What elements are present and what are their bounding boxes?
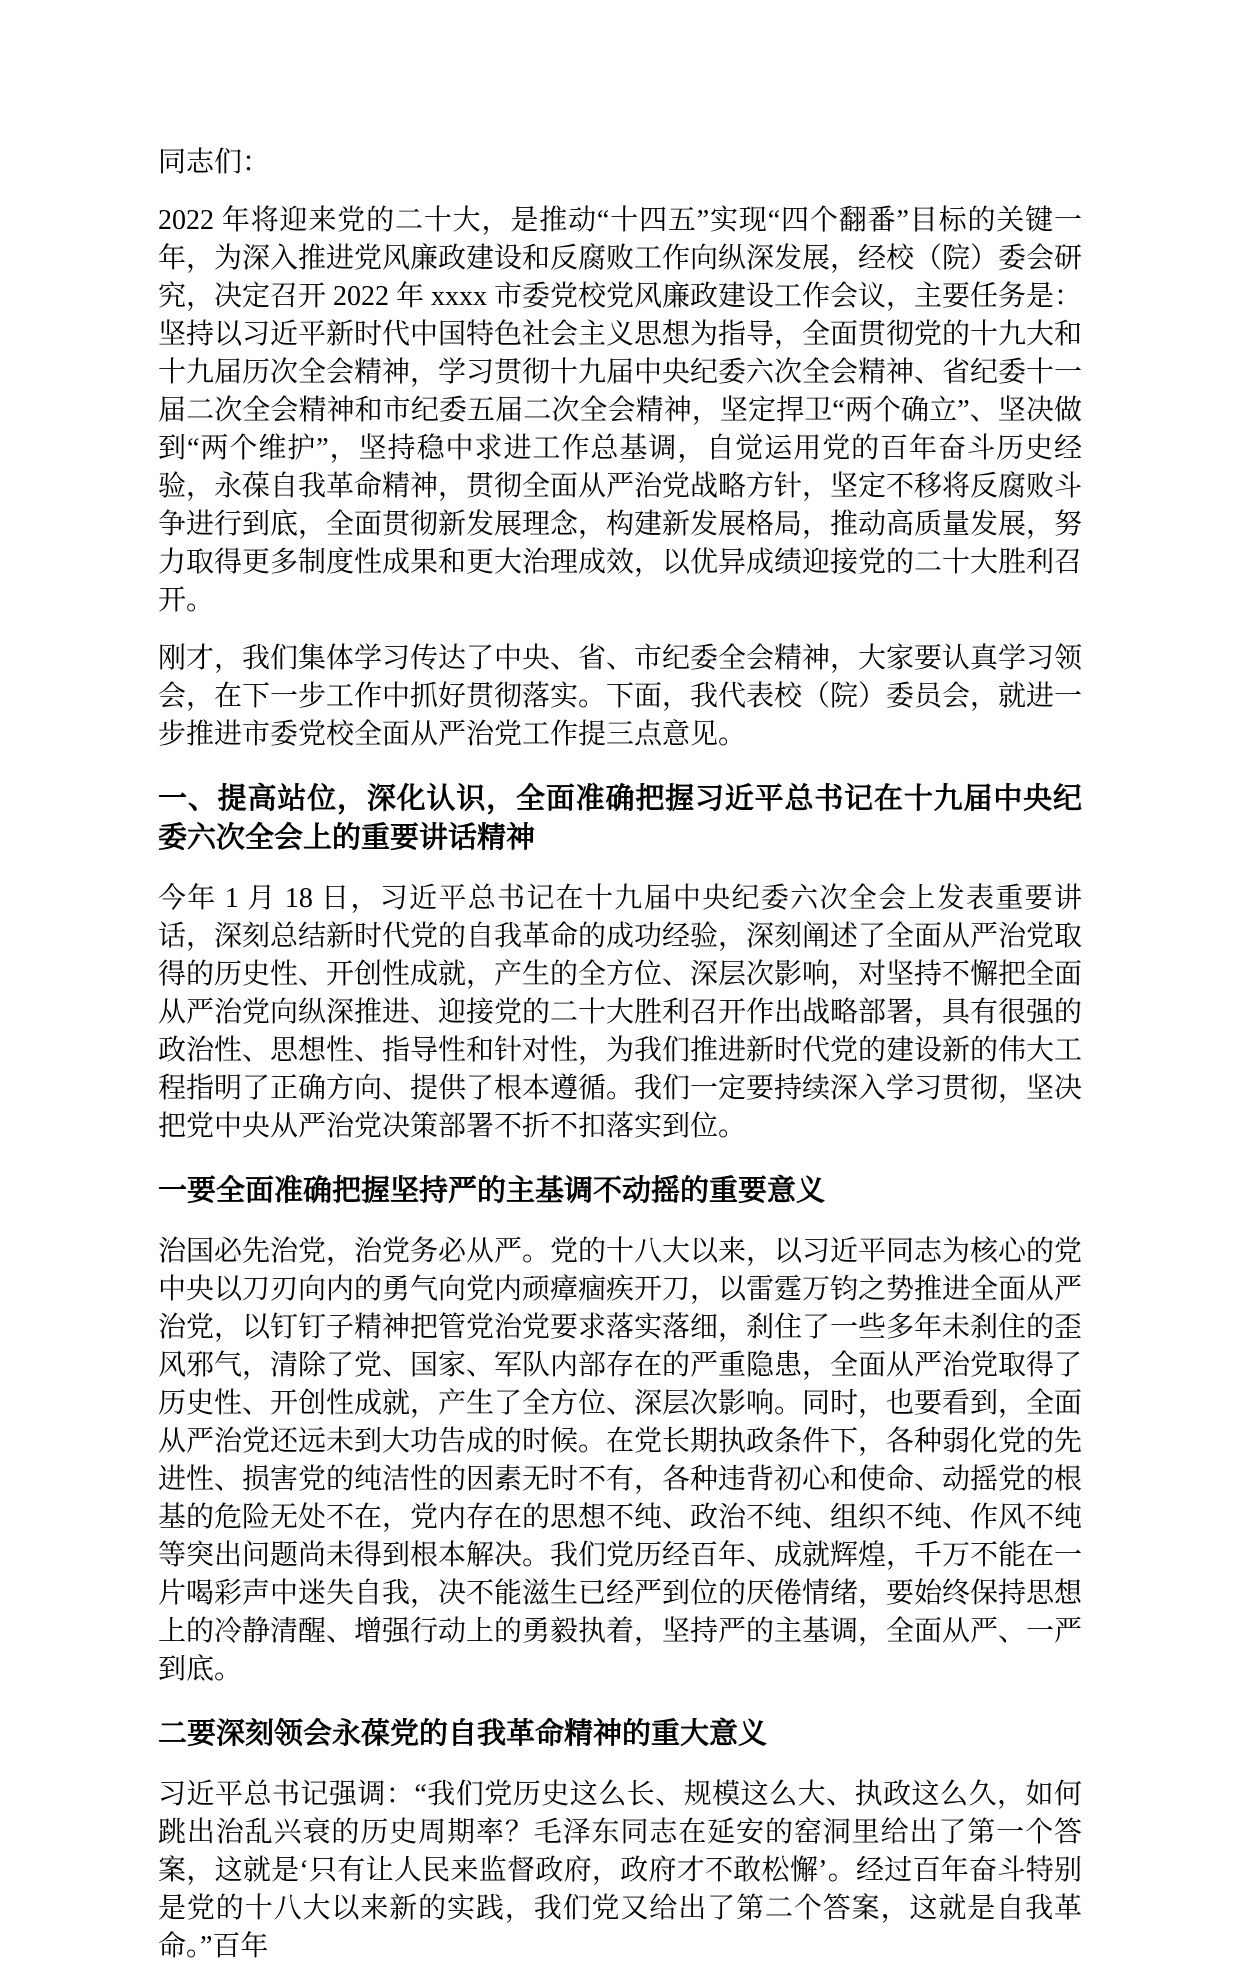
paragraph-strict-governance: 治国必先治党，治党务必从严。党的十八大以来，以习近平同志为核心的党中央以刀刃向内的勇气向党内顽瘴痼疾开刀，以雷霆万钧之势推进全面从严治党，以钉钉子精神把管党治党要求落实落细，刹住了一些多年未刹住的歪风邪气，清除了党、国家、军队内部存在的严重隐患，全面从严治党取得了历史性、开创性成就，产生了全方位、深层次影响。同时，也要看到，全面从严治党还远未到大功告成的时候。在党长期执政条件下，各种弱化党的先进性、损害党的纯洁性的因素无时不有，各种违背初心和使命、动摇党的根基的危险无处不在，党内存在的思想不纯、政治不纯、组织不纯、作风不纯等突出问题尚未得到根本解决。我们党历经百年、成就辉煌，千万不能在一片喝彩声中迷失自我，决不能滋生已经严到位的厌倦情绪，要始终保持思想上的冷静清醒、增强行动上的勇毅执着，坚持严的主基调，全面从严、一严到底。 [158, 1236, 1083, 1685]
subsection-heading-1: 一要全面准确把握坚持严的主基调不动摇的重要意义 [158, 1175, 826, 1207]
paragraph-speech-summary: 今年 1 月 18 日，习近平总书记在十九届中央纪委六次全会上发表重要讲话，深刻总结新时代党的自我革命的成功经验，深刻阐述了全面从严治党取得的历史性、开创性成就，产生的全方位、深层次影响，对坚持不懈把全面从严治党向纵深推进、迎接党的二十大胜利召开作出战略部署，具有很强的政治性、思想性、指导性和针对性，为我们推进新时代党的建设新的伟大工程指明了正确方向、提供了根本遵循。我们一定要持续深入学习贯彻，坚决把党中央从严治党决策部署不折不扣落实到位。 [158, 883, 1083, 1142]
subsection-heading-2: 二要深刻领会永葆党的自我革命精神的重大意义 [158, 1718, 768, 1750]
salutation: 同志们： [158, 147, 271, 178]
paragraph-opening: 2022 年将迎来党的二十大，是推动“十四五”实现“四个翻番”目标的关键一年，为深入推进党风廉政建设和反腐败工作向纵深发展，经校（院）委会研究，决定召开 2022 年 xxxx 市委党校党风廉政建设工作会议，主要任务是：坚持以习近平新时代中国特色社会主义思想为指导，全面贯彻党的十九大和十九届历次全会精神，学习贯彻十九届中央纪委六次全会精神、省纪委十一届二次全会精神和市纪委五届二次全会精神，坚定捍卫“两个确立”、坚决做到“两个维护”，坚持稳中求进工作总基调，自觉运用党的百年奋斗历史经验，永葆自我革命精神，贯彻全面从严治党战略方针，坚定不移将反腐败斗争进行到底，全面贯彻新发展理念，构建新发展格局，推动高质量发展，努力取得更多制度性成果和更大治理成效，以优异成绩迎接党的二十大胜利召开。 [158, 205, 1083, 616]
section-heading-1: 一、提高站位，深化认识，全面准确把握习近平总书记在十九届中央纪委六次全会上的重要讲话精神 [158, 783, 1082, 854]
paragraph-self-revolution: 习近平总书记强调：“我们党历史这么长、规模这么大、执政这么久，如何跳出治乱兴衰的历史周期率？毛泽东同志在延安的窑洞里给出了第一个答案，这就是‘只有让人民来监督政府，政府才不敢松懈’。经过百年奋斗特别是党的十八大以来新的实践，我们党又给出了第二个答案，这就是自我革命。”百年 [158, 1779, 1082, 1962]
paragraph-transition: 刚才，我们集体学习传达了中央、省、市纪委全会精神，大家要认真学习领会，在下一步工作中抓好贯彻落实。下面，我代表校（院）委员会，就进一步推进市委党校全面从严治党工作提三点意见。 [158, 643, 1083, 750]
